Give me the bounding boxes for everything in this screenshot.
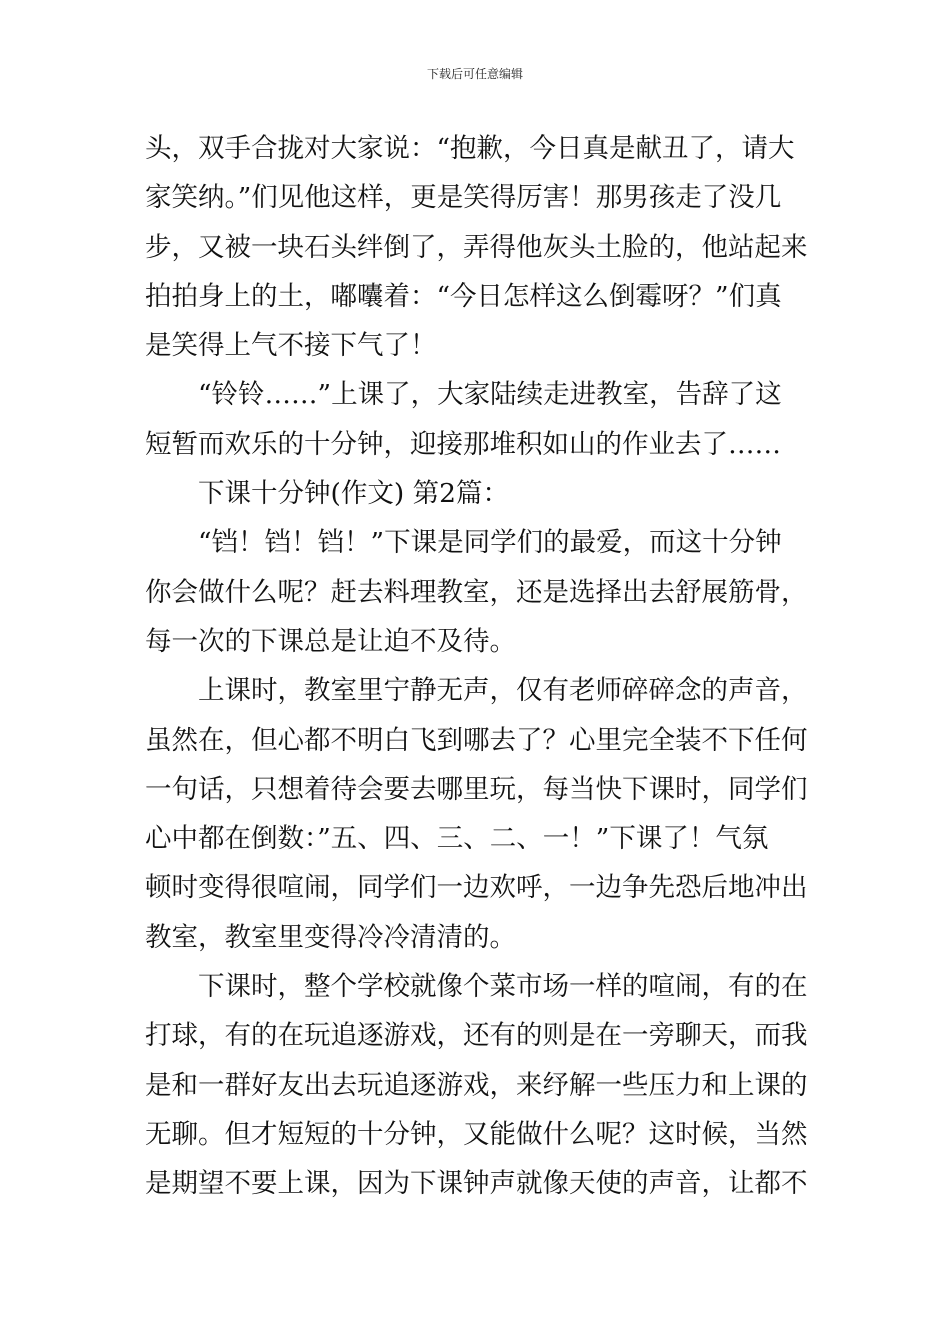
text-line: 是期望不要上课，因为下课钟声就像天使的声音，让都不 [145,1168,808,1200]
text-line: 下课时，整个学校就像个菜市场一样的喧闹，有的在 [198,971,808,1003]
text-line: 是和一群好友出去玩追逐游戏，来纾解一些压力和上课的 [145,1069,808,1101]
text-line: 步，又被一块石头绊倒了，弄得他灰头土脸的，他站起来 [145,231,808,263]
text-line: 你会做什么呢？赶去料理教室，还是选择出去舒展筋骨， [145,576,808,608]
text-line: 虽然在，但心都不明白飞到哪去了？心里完全装不下任何 [145,724,808,756]
text-line: 教室，教室里变得冷冷清清的。 [145,921,516,953]
text-line: 一句话，只想着待会要去哪里玩，每当快下课时，同学们 [145,773,808,805]
text-line: “铃铃……”上课了，大家陆续走进教室，告辞了这 [198,379,782,411]
page-header: 下载后可任意编辑 [426,67,523,81]
text-line: 顿时变得很喧闹，同学们一边欢呼，一边争先恐后地冲出 [145,872,808,904]
text-line: 每一次的下课总是让迫不及待。 [145,625,516,657]
text-line: 家笑纳。”们见他这样，更是笑得厉害！那男孩走了没几 [145,182,782,214]
text-line: 心中都在倒数：”五、四、三、二、一！”下课了！气氛 [145,823,769,855]
text-line: 无聊。但才短短的十分钟，又能做什么呢？这时候，当然 [145,1118,808,1150]
section-heading: 下课十分钟(作文) 第2篇： [198,478,509,510]
document-body [145,124,810,1209]
text-line: 上课时，教室里宁静无声，仅有老师碎碎念的声音， [198,675,808,707]
text-line: “铛！铛！铛！”下课是同学们的最爱，而这十分钟 [198,527,782,559]
text-line: 短暂而欢乐的十分钟，迎接那堆积如山的作业去了…… [145,428,781,460]
text-line: 拍拍身上的土，嘟囔着：“今日怎样这么倒霉呀？”们真 [145,280,782,312]
text-line: 是笑得上气不接下气了！ [145,330,437,362]
text-line: 打球，有的在玩追逐游戏，还有的则是在一旁聊天，而我 [145,1020,808,1052]
text-line: 头，双手合拢对大家说：“抱歉，今日真是献丑了，请大 [145,133,795,164]
